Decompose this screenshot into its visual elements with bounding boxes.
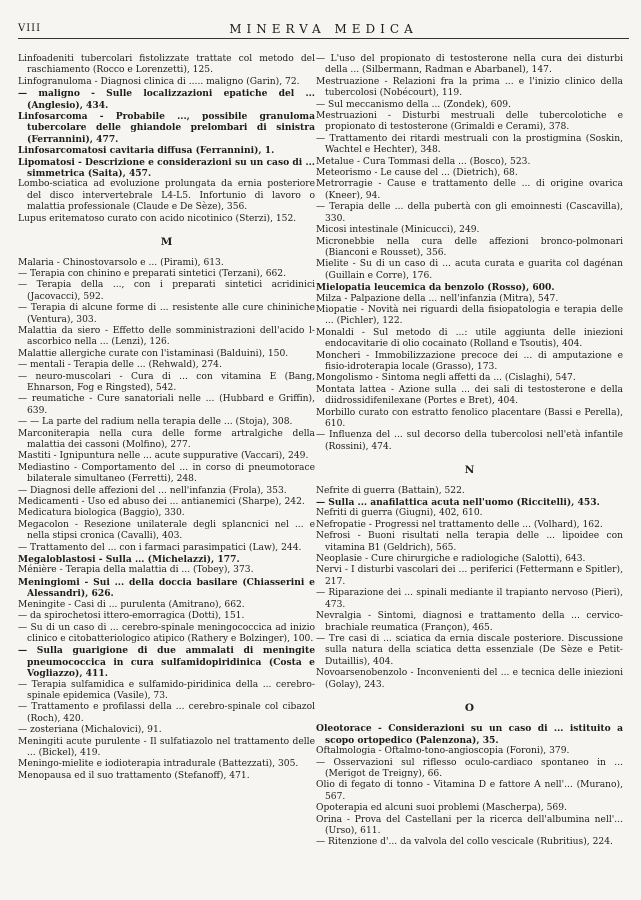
index-entry: Nevralgia - Sintomi, diagnosi e trattamento della ... cervico-brachiale reumatica (Françon), 465.	[316, 611, 623, 633]
index-entry: Megaloblastosi - Sulla ... (Michelazzi), 177.	[18, 554, 240, 566]
index-entry: Neoplasie - Cure chirurgiche e radiologiche (Salotti), 643.	[316, 554, 586, 565]
index-entry: Opoterapia ed alcuni suoi problemi (Mascherpa), 569.	[316, 803, 567, 814]
entries-l-section	[18, 54, 315, 225]
index-entry: Montata lattea - Azione sulla ... dei sali di testosterone e della diidrossidifenilexane (Portes e Bret), 404.	[316, 384, 623, 407]
section-letter-n: N	[464, 464, 475, 477]
index-entry: Meningiomi - Sui ... della doccia basilare (Chiasserini e Alessandri), 626.	[18, 576, 315, 600]
index-entry: Monaldi - Sul metodo di ...: utile aggiunta delle iniezioni endocavitarie di olio cocainato (Rolland e Tsoutis), 404.	[316, 327, 623, 350]
index-entry: — Terapia di alcune forme di ... resistente alle cure chininiche (Ventura), 303.	[18, 303, 315, 325]
index-entry: — Sulla ... anafilattica acuta nell'uomo (Riccitelli), 453.	[316, 497, 600, 509]
index-entry: Meteorismo - Le cause del ... (Dietrich), 68.	[316, 168, 518, 179]
index-entry: — Terapia sulfamidica e sulfamido-piridinica della ... cerebro-spinale epidemica (Vasile), 73.	[18, 679, 315, 701]
entries-n-section	[316, 486, 623, 691]
index-entry: Micronebbie nella cura delle affezioni bronco-polmonari (Bianconi e Rousset), 356.	[316, 236, 623, 258]
index-entry: Olio di fegato di tonno - Vitamina D e fattore A nell'... (Murano), 567.	[316, 780, 623, 802]
journal-title: MINERVA MEDICA	[229, 22, 418, 36]
index-entry: — reumatiche - Cure sanatoriali nelle ... (Hubbard e Griffin), 639.	[18, 394, 315, 416]
entries-m-continued	[316, 54, 623, 453]
index-entry: Moncheri - Immobilizzazione precoce dei ... di amputazione e fisio-idroterapia locale (Grasso), 173.	[316, 350, 623, 372]
right-column	[316, 54, 623, 849]
index-entry: — — La parte del radium nella terapia delle ... (Stoja), 308.	[18, 417, 293, 428]
index-entry: Lombo-sciatica ad evoluzione prolungata da ernia posteriore del disco intervertebrale L4-L5. Infortunio di lavoro o malattia professionale (Claude e De Sèze), 356.	[18, 179, 315, 213]
index-entry: — Trattamento e profilassi della ... cerebro-spinale col cibazol (Roch), 420.	[18, 702, 315, 724]
index-entry: Nervi - I disturbi vascolari dei ... periferici (Fettermann e Spitler), 217.	[316, 565, 623, 587]
index-entry: Novoarsenobenzolo - Inconvenienti del ... e tecnica delle iniezioni (Golay), 243.	[316, 668, 623, 690]
index-entry: — Tre casi di ... sciatica da ernia discale posteriore. Discussione sulla natura della sciatica detta essenziale (De Sèze e Petit-Dutaillis), 404.	[316, 633, 623, 667]
index-entry: Mestruazione - Relazioni fra la prima ... e l'inizio clinico della tubercolosi (Nobécourt), 119.	[316, 76, 623, 99]
index-entry: Mediastino - Comportamento del ... in corso di pneumotorace bilaterale simultaneo (Ferretti), 248.	[18, 462, 315, 485]
index-entry: Ménière - Terapia della malattia di ... (Tobey), 373.	[18, 565, 254, 576]
entries-o-section	[316, 723, 623, 848]
index-entry: Malattia da siero - Effetto delle somministrazioni dell'acido l-ascorbico nella ... (Lenzi), 126.	[18, 325, 315, 348]
index-entry: Linfoadeniti tubercolari fistolizzate trattate col metodo del raschiamento (Rocco e Lorenzetti), 125.	[18, 54, 315, 76]
index-entry: — Su di un caso di ... cerebro-spinale meningococcica ad inizio clinico e citobatteriologico atipico (Rathery e Bolzinger), 100.	[18, 622, 315, 644]
index-entry: Lupus eritematoso curato con acido nicotinico (Sterzi), 152.	[18, 213, 297, 224]
index-entry: Malaria - Chinostovarsolo e ... (Pirami), 613.	[18, 257, 224, 268]
index-entry: Morbillo curato con estratto fenolico placentare (Bassi e Perella), 610.	[316, 407, 623, 429]
index-entry: Mielopatia leucemica da benzolo (Rosso), 600.	[316, 282, 555, 294]
index-entry: Oleotorace - Considerazioni su un caso di ... istituito a scopo ortopedico (Palenzona), 35.	[316, 723, 623, 746]
index-entry: Meningite - Casi di ... purulenta (Amitrano), 662.	[18, 599, 245, 610]
index-entry: Micosi intestinale (Minicucci), 249.	[316, 225, 480, 236]
index-entry: — Sulla guarigione di due ammalati di meningite pneumococcica in cura sulfamidopiridinica (Costa e Vogliazzo), 411.	[18, 645, 315, 680]
index-entry: Malattie allergiche curate con l'istaminasi (Balduini), 150.	[18, 348, 289, 359]
section-letter-o: O	[464, 701, 475, 714]
index-entry: Linfosarcomatosi cavitaria diffusa (Ferrannini), 1.	[18, 145, 275, 157]
index-entry: Nefrosi - Buoni risultati nella terapia delle ... lipoidee con vitamina B1 (Geldrich), 565.	[316, 531, 623, 553]
entries-m-section	[18, 258, 315, 783]
index-entry: Meningiti acute purulente - Il sulfatiazolo nel trattamento delle ... (Bickel), 419.	[18, 736, 315, 758]
index-entry: — neuro-muscolari - Cura di ... con vitamina E (Bang, Ehnarson, Fog e Ringsted), 542.	[18, 371, 315, 393]
index-entry: Miopatie - Novità nei riguardi della fisiopatologia e terapia delle ... (Pichler), 122.	[316, 304, 623, 327]
index-entry: — L'uso del propionato di testosterone nella cura dei disturbi della ... (Silbermann, Radman e Abarbanel), 147.	[316, 54, 623, 76]
index-entry: — Terapia della ..., con i preparati sintetici acridinici (Jacovacci), 592.	[18, 280, 315, 302]
index-entry: — Trattamento dei ritardi mestruali con la prostigmina (Soskin, Wachtel e Hechter), 348.	[316, 133, 623, 156]
index-entry: — Riparazione dei ... spinali mediante il trapianto nervoso (Pieri), 473.	[316, 588, 623, 610]
index-entry: Milza - Palpazione della ... nell'infanzia (Mitra), 547.	[316, 293, 559, 304]
index-entry: — da spirochetosi ittero-emorragica (Dotti), 151.	[18, 611, 245, 622]
index-entry: — Diagnosi delle affezioni del ... nell'infanzia (Frola), 353.	[18, 485, 287, 496]
index-entry: — Influenza del ... sul decorso della tubercolosi nell'età infantile (Rossini), 474.	[316, 430, 623, 452]
index-entry: — zosteriana (Michalovici), 91.	[18, 725, 162, 736]
index-entry: Nefriti di guerra (Giugni), 402, 610.	[316, 508, 483, 519]
index-entry: Metrorragie - Cause e trattamento delle ... di origine ovarica (Kneer), 94.	[316, 179, 623, 201]
index-entry: Linfogranuloma - Diagnosi clinica di ..... maligno (Garin), 72.	[18, 76, 300, 87]
index-entry: — Terapia delle ... della pubertà con gli emoinnesti (Cascavilla), 330.	[316, 202, 623, 224]
index-entry: — Sul meccanismo della ... (Zondek), 609.	[316, 99, 511, 110]
index-entry: Mestruazioni - Disturbi mestruali delle tubercolotiche e propionato di testosterone (Grimaldi e Cerami), 378.	[316, 111, 623, 133]
index-entry: — maligno - Sulle localizzazioni epatiche del ... (Anglesio), 434.	[18, 88, 315, 111]
section-letter-m: M	[160, 236, 173, 249]
index-entry: Nefropatie - Progressi nel trattamento delle ... (Volhard), 162.	[316, 519, 603, 530]
index-entry: Meningo-mielite e iodioterapia intradurale (Battezzati), 305.	[18, 759, 299, 770]
index-entry: Medicamenti - Uso ed abuso dei ... antianemici (Sharpe), 242.	[18, 497, 305, 508]
index-entry: Megacolon - Resezione unilaterale degli splancnici nel ... e nella stipsi cronica (Cavalli), 403.	[18, 519, 315, 542]
index-entry: — Terapia con chinino e preparati sintetici (Terzani), 662.	[18, 268, 287, 279]
index-entry: Mielite - Su di un caso di ... acuta curata e guarita col dagénan (Guillain e Corre), 176.	[316, 259, 623, 281]
index-entry: Metalue - Cura Tommasi della ... (Bosco), 523.	[316, 156, 531, 167]
index-entry: — Trattamento del ... con i farmaci parasimpatici (Law), 244.	[18, 542, 302, 553]
index-entry: Mongolismo - Sintoma negli affetti da ... (Cislaghi), 547.	[316, 373, 576, 384]
index-entry: Mastiti - Ignipuntura nelle ... acute suppurative (Vaccari), 249.	[18, 451, 309, 462]
index-entry: Oftalmologia - Oftalmo-tono-angioscopia (Foroni), 379.	[316, 746, 570, 757]
left-column	[18, 54, 315, 782]
index-entry: Nefrite di guerra (Battain), 522.	[316, 485, 465, 496]
index-entry: Linfosarcoma - Probabile ..., possibile granuloma tubercolare delle ghiandole prelombari di sinistra (Ferrannini), 477.	[18, 111, 315, 145]
index-entry: Orina - Prova del Castellani per la ricerca dell'albumina nell'... (Urso), 611.	[316, 814, 623, 836]
index-entry: Medicatura biologica (Baggio), 330.	[18, 508, 185, 519]
index-entry: — mentali - Terapia delle ... (Rehwald), 274.	[18, 360, 222, 371]
index-entry: — Osservazioni sul riflesso oculo-cardiaco spontaneo in ... (Merigot de Treigny), 66.	[316, 757, 623, 779]
page-header	[18, 22, 629, 39]
index-entry: Lipomatosi - Descrizione e considerazioni su un caso di ... simmetrica (Saita), 457.	[18, 156, 315, 180]
index-entry: Marconiterapia nella cura delle forme artralgiche della malattia dei cassoni (Molfino), 277.	[18, 428, 315, 450]
index-entry: — Ritenzione d'... da valvola del collo vescicale (Rubritius), 224.	[316, 837, 613, 848]
page-number: VIII	[18, 23, 42, 34]
index-entry: Menopausa ed il suo trattamento (Stefanoff), 471.	[18, 770, 250, 781]
